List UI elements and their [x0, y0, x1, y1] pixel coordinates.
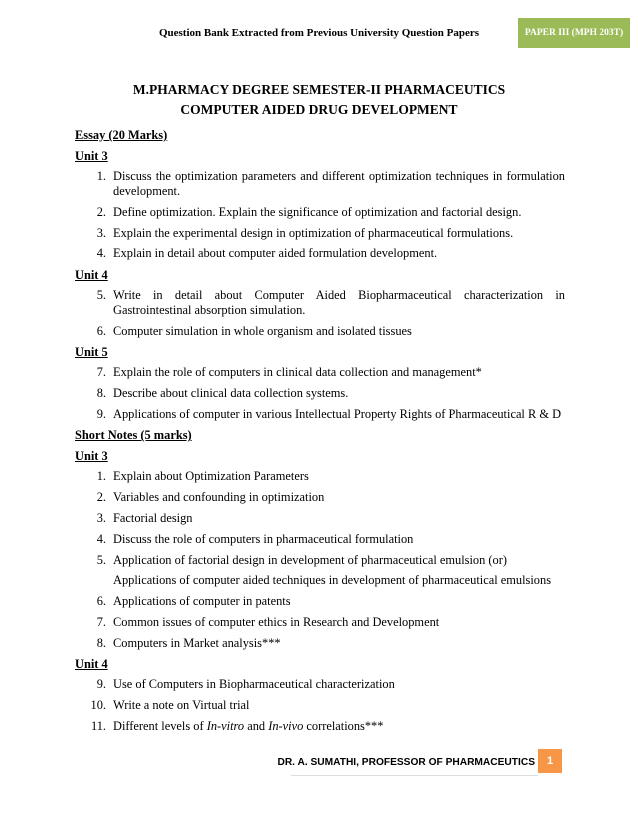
question-item — [75, 613, 565, 634]
question-text: Discuss the role of computers in pharmaceutical formulation — [113, 531, 414, 546]
question-text: Write in detail about Computer Aided Biopharmaceutical characterization in Gastrointestinal absorption simulation. — [113, 288, 565, 318]
question-text: Explain the role of computers in clinical data collection and management* — [113, 365, 482, 380]
paper-tag: PAPER III (MPH 203T) — [518, 18, 630, 48]
question-number: 3. — [96, 511, 106, 526]
question-item — [75, 167, 565, 203]
text-run: and — [244, 719, 269, 734]
footer-divider — [291, 775, 538, 776]
running-header: Question Bank Extracted from Previous University Question Papers — [158, 27, 480, 39]
unit-heading: Unit 5 — [75, 345, 108, 360]
question-item — [75, 717, 565, 738]
question-text: Use of Computers in Biopharmaceutical characterization — [113, 677, 395, 692]
question-text: Applications of computer in various Intellectual Property Rights of Pharmaceutical R & D — [113, 407, 562, 422]
unit-heading: Unit 4 — [75, 657, 108, 672]
question-item — [75, 488, 565, 509]
question-text: Explain in detail about computer aided formulation development. — [113, 246, 438, 261]
question-text: Explain about Optimization Parameters — [113, 469, 309, 484]
unit-heading: Unit 3 — [75, 148, 108, 163]
question-number: 5. — [96, 288, 106, 303]
question-number: 7. — [96, 615, 106, 630]
question-item — [75, 321, 565, 342]
question-text: Explain the experimental design in optimization of pharmaceutical formulations. — [113, 225, 514, 240]
question-number: 8. — [96, 386, 106, 401]
question-item — [75, 363, 565, 384]
section-heading-short-notes: Short Notes (5 marks) — [75, 428, 192, 443]
question-number: 4. — [96, 531, 106, 546]
document-subtitle: COMPUTER AIDED DRUG DEVELOPMENT — [180, 102, 458, 117]
question-number: 1. — [96, 469, 106, 484]
unit-heading: Unit 4 — [75, 267, 108, 282]
question-number: 2. — [96, 204, 106, 219]
question-text: Variables and confounding in optimization — [113, 490, 325, 505]
question-list — [75, 125, 565, 737]
text-run: Different levels of — [113, 719, 207, 734]
document-title: M.PHARMACY DEGREE SEMESTER-II PHARMACEUTICS — [132, 82, 506, 97]
question-item — [75, 592, 565, 613]
question-number: 10. — [90, 698, 106, 713]
unit-heading: Unit 3 — [75, 449, 108, 464]
question-continuation: Applications of computer aided techniques in development of pharmaceutical emulsions — [113, 573, 552, 588]
question-item — [75, 509, 565, 530]
question-number: 7. — [96, 365, 106, 380]
question-text: Computers in Market analysis*** — [113, 635, 281, 650]
question-item — [75, 384, 565, 405]
question-number: 4. — [96, 246, 106, 261]
question-number: 6. — [96, 323, 106, 338]
question-number: 9. — [96, 407, 106, 422]
question-text: Write a note on Virtual trial — [113, 698, 250, 713]
question-item — [75, 529, 565, 550]
question-item — [75, 696, 565, 717]
question-number: 8. — [96, 635, 106, 650]
italic-term: In-vivo — [268, 719, 304, 734]
footer-author: DR. A. SUMATHI, PROFESSOR OF PHARMACEUTICS — [277, 757, 535, 768]
question-number: 1. — [96, 169, 106, 184]
question-text — [113, 719, 565, 734]
question-text: Describe about clinical data collection systems. — [113, 386, 349, 401]
question-number: 6. — [96, 594, 106, 609]
question-number: 3. — [96, 225, 106, 240]
text-run: correlations*** — [303, 719, 384, 734]
question-item — [75, 405, 565, 426]
question-text: Define optimization. Explain the significance of optimization and factorial design. — [113, 204, 522, 219]
section-heading-essay: Essay (20 Marks) — [75, 128, 168, 142]
question-number: 9. — [96, 677, 106, 692]
question-item — [75, 675, 565, 696]
question-number: 5. — [96, 552, 106, 567]
question-item — [75, 286, 565, 322]
question-text: Discuss the optimization parameters and different optimization techniques in formulation development. — [113, 169, 565, 199]
question-item — [75, 467, 565, 488]
question-text: Common issues of computer ethics in Research and Development — [113, 615, 440, 630]
question-text: Applications of computer in patents — [113, 594, 291, 609]
question-item — [75, 633, 565, 654]
question-number: 2. — [96, 490, 106, 505]
question-item — [75, 550, 565, 571]
question-item — [75, 244, 565, 265]
question-text: Factorial design — [113, 511, 193, 526]
question-text: Application of factorial design in development of pharmaceutical emulsion (or) — [113, 552, 507, 567]
italic-term: In-vitro — [206, 719, 245, 734]
question-item — [75, 223, 565, 244]
question-number: 11. — [90, 719, 106, 734]
question-text: Computer simulation in whole organism and isolated tissues — [113, 323, 412, 338]
page-number-badge: 1 — [538, 749, 562, 773]
question-item — [75, 202, 565, 223]
